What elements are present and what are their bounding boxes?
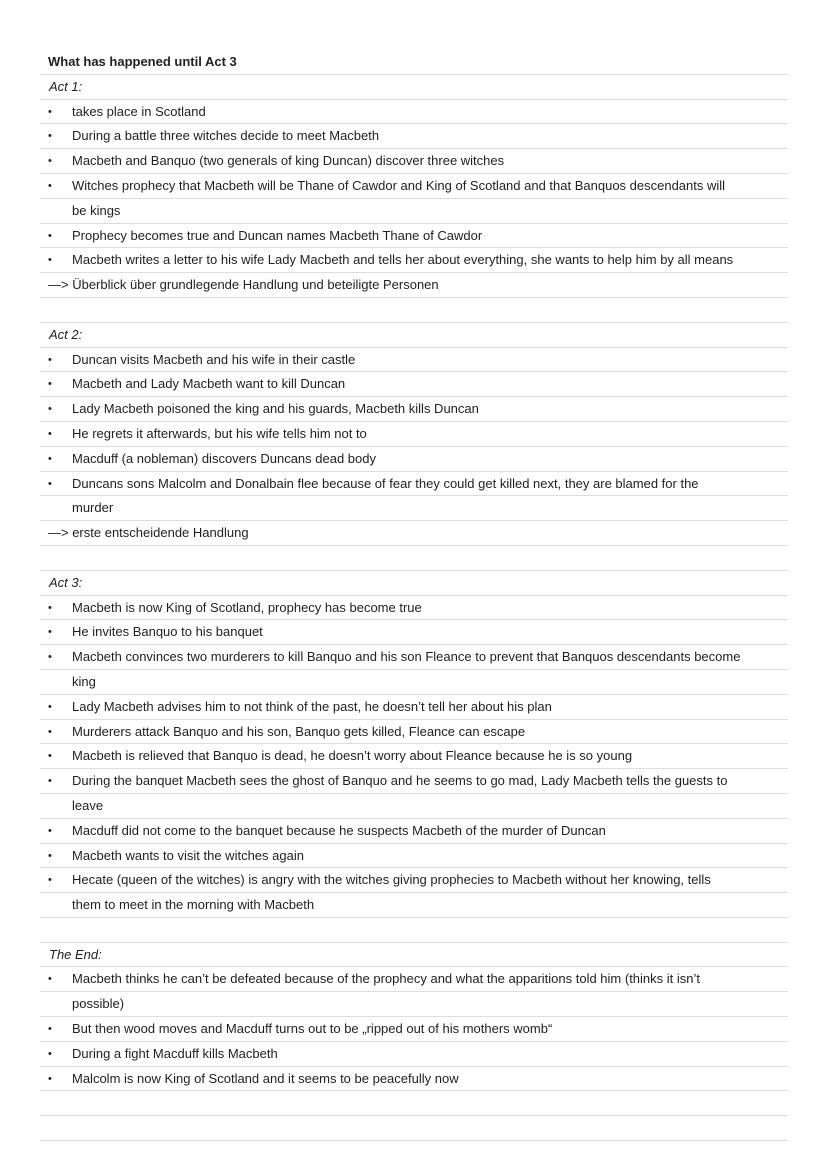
bullet-text: During a fight Macduff kills Macbeth (72, 1045, 278, 1061)
bullet-text: them to meet in the morning with Macbeth (72, 897, 315, 913)
bullet-text: Lady Macbeth poisoned the king and his guards, Macbeth kills Duncan (72, 401, 479, 417)
summary-line (40, 521, 788, 546)
page-title: What has happened until Act 3 (48, 54, 237, 69)
blank-line (40, 298, 788, 323)
blank-line (40, 546, 788, 571)
act-heading-line (40, 943, 788, 968)
bullet-icon: • (48, 849, 52, 862)
bullet-icon: • (48, 824, 52, 837)
bullet-line (40, 447, 788, 472)
act-heading-line (40, 323, 788, 348)
bullet-line (40, 348, 788, 373)
bullet-line (40, 620, 788, 645)
bullet-text: During the banquet Macbeth sees the ghost of Banquo and he seems to go mad, Lady Macbeth tells the guests to (72, 773, 728, 789)
bullet-line (40, 124, 788, 149)
bullet-icon: • (48, 378, 52, 391)
bullet-line (40, 248, 788, 273)
bullet-text: Macbeth writes a letter to his wife Lady Macbeth and tells her about everything, she wants to help him by all means (72, 252, 734, 268)
bullet-continuation-line (40, 199, 788, 224)
bullet-text: Macduff (a nobleman) discovers Duncans dead body (72, 450, 376, 466)
act-heading: Act 2: (49, 326, 83, 342)
bullet-text: Macbeth wants to visit the witches again (72, 847, 304, 863)
bullet-line (40, 1042, 788, 1067)
bullet-icon: • (48, 403, 52, 416)
bullet-text: During a battle three witches decide to meet Macbeth (72, 128, 380, 144)
bullet-text: Prophecy becomes true and Duncan names Macbeth Thane of Cawdor (72, 227, 483, 243)
bullet-text: He invites Banquo to his banquet (72, 624, 263, 640)
bullet-line (40, 645, 788, 670)
bullet-icon: • (48, 229, 52, 242)
act-heading: Act 1: (49, 78, 83, 94)
bullet-icon: • (48, 427, 52, 440)
notes-body (0, 75, 828, 1141)
bullet-line (40, 596, 788, 621)
bullet-line (40, 1017, 788, 1042)
bullet-text: Macduff did not come to the banquet because he suspects Macbeth of the murder of Duncan (72, 822, 606, 838)
bullet-icon: • (48, 1023, 52, 1036)
bullet-icon: • (48, 651, 52, 664)
bullet-icon: • (48, 353, 52, 366)
bullet-text: possible) (72, 996, 125, 1012)
bullet-text: Duncans sons Malcolm and Donalbain flee because of fear they could get killed next, they are blamed for the (72, 475, 699, 491)
bullet-icon: • (48, 179, 52, 192)
bullet-text: murder (72, 500, 114, 516)
title-line (40, 50, 788, 75)
bullet-icon: • (48, 775, 52, 788)
bullet-text: Macbeth is now King of Scotland, prophecy has become true (72, 599, 422, 615)
bullet-icon: • (48, 254, 52, 267)
bullet-icon: • (48, 750, 52, 763)
bullet-text: Macbeth and Lady Macbeth want to kill Duncan (72, 376, 346, 392)
bullet-icon: • (48, 725, 52, 738)
bullet-line (40, 695, 788, 720)
act-summary: —> Überblick über grundlegende Handlung und beteiligte Personen (48, 277, 439, 293)
bullet-line (40, 149, 788, 174)
bullet-line (40, 100, 788, 125)
bullet-text: Macbeth is relieved that Banquo is dead, he doesn’t worry about Fleance because he is so young (72, 748, 633, 764)
blank-line (40, 1116, 788, 1141)
bullet-icon: • (48, 130, 52, 143)
bullet-line (40, 1067, 788, 1092)
bullet-icon: • (48, 1047, 52, 1060)
bullet-icon: • (48, 626, 52, 639)
bullet-text: Malcolm is now King of Scotland and it seems to be peacefully now (72, 1070, 459, 1086)
bullet-continuation-line (40, 670, 788, 695)
bullet-text: But then wood moves and Macduff turns out to be „ripped out of his mothers womb“ (72, 1021, 553, 1037)
bullet-icon: • (48, 477, 52, 490)
summary-line (40, 273, 788, 298)
bullet-line (40, 472, 788, 497)
bullet-text: He regrets it afterwards, but his wife tells him not to (72, 425, 367, 441)
bullet-line (40, 397, 788, 422)
bullet-text: be kings (72, 202, 121, 218)
bullet-line (40, 174, 788, 199)
bullet-line (40, 224, 788, 249)
bullet-text: leave (72, 797, 104, 813)
act-heading-line (40, 75, 788, 100)
bullet-icon: • (48, 601, 52, 614)
bullet-text: Hecate (queen of the witches) is angry with the witches giving prophecies to Macbeth without her knowing, tells (72, 872, 711, 888)
act-heading: Act 3: (49, 574, 83, 590)
bullet-text: Macbeth and Banquo (two generals of king Duncan) discover three witches (72, 153, 505, 169)
blank-line (40, 918, 788, 943)
bullet-text: Macbeth thinks he can’t be defeated because of the prophecy and what the apparitions told him (thinks it isn’t (72, 971, 700, 987)
act-summary: —> erste entscheidende Handlung (48, 525, 249, 541)
bullet-line (40, 422, 788, 447)
bullet-icon: • (48, 1072, 52, 1085)
bullet-line (40, 844, 788, 869)
bullet-line (40, 769, 788, 794)
bullet-line (40, 967, 788, 992)
bullet-continuation-line (40, 893, 788, 918)
bullet-icon: • (48, 105, 52, 118)
act-heading: The End: (49, 946, 102, 962)
bullet-continuation-line (40, 992, 788, 1017)
bullet-line (40, 868, 788, 893)
bullet-continuation-line (40, 496, 788, 521)
bullet-line (40, 744, 788, 769)
bullet-text: king (72, 673, 96, 689)
bullet-icon: • (48, 973, 52, 986)
bullet-text: takes place in Scotland (72, 103, 206, 119)
bullet-icon: • (48, 452, 52, 465)
act-heading-line (40, 571, 788, 596)
bullet-line (40, 819, 788, 844)
bullet-continuation-line (40, 794, 788, 819)
bullet-text: Lady Macbeth advises him to not think of the past, he doesn’t tell her about his plan (72, 698, 552, 714)
bullet-text: Macbeth convinces two murderers to kill Banquo and his son Fleance to prevent that Banquos descendants become (72, 649, 741, 665)
bullet-line (40, 720, 788, 745)
bullet-icon: • (48, 155, 52, 168)
bullet-text: Witches prophecy that Macbeth will be Thane of Cawdor and King of Scotland and that Banquos descendants will (72, 177, 726, 193)
bullet-text: Murderers attack Banquo and his son, Banquo gets killed, Fleance can escape (72, 723, 526, 739)
bullet-icon: • (48, 700, 52, 713)
bullet-icon: • (48, 874, 52, 887)
bullet-line (40, 372, 788, 397)
blank-line (40, 1091, 788, 1116)
bullet-text: Duncan visits Macbeth and his wife in their castle (72, 351, 356, 367)
